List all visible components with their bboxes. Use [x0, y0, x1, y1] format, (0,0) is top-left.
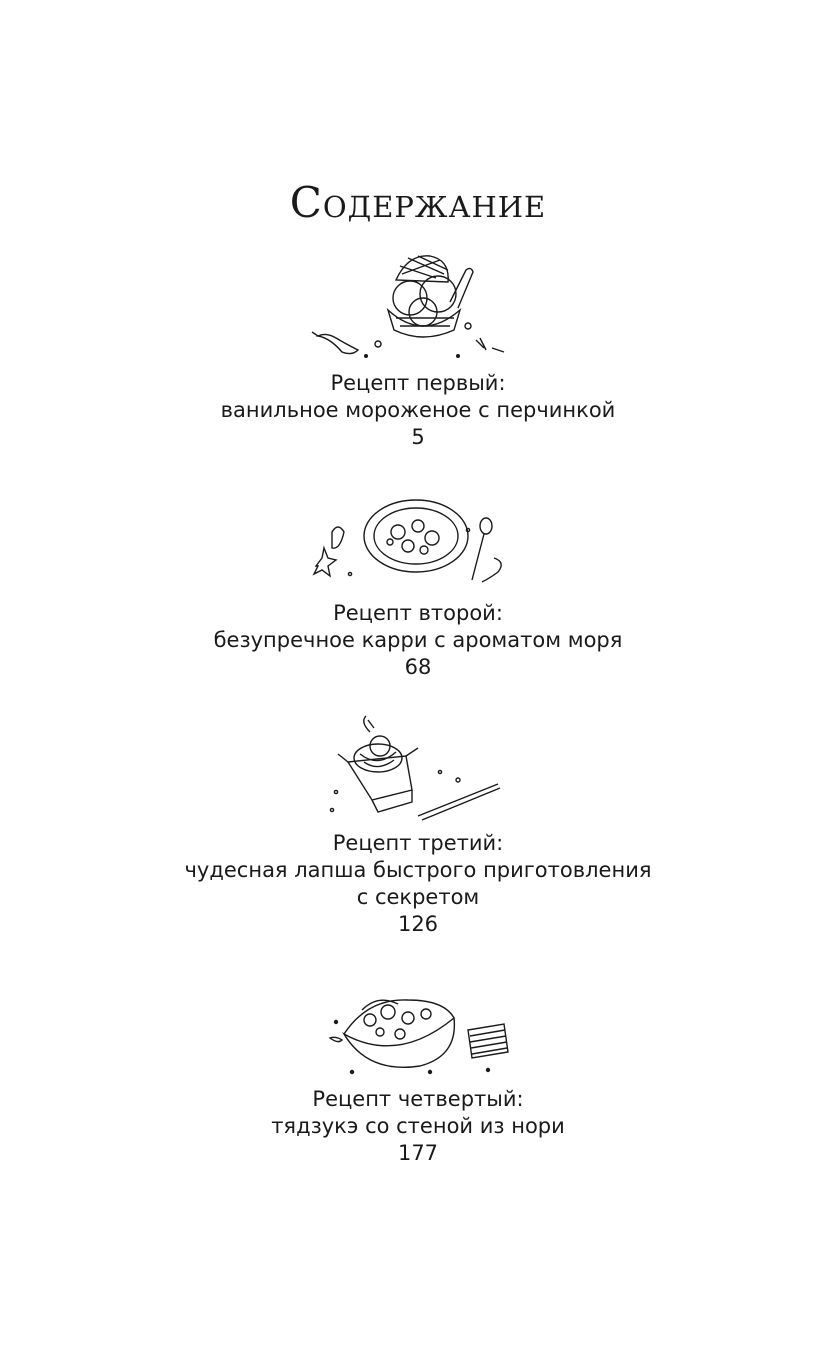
- entry-page-number: 177: [397, 1141, 439, 1165]
- noodle-box-icon: [0, 714, 836, 826]
- curry-plate-icon: [0, 496, 836, 592]
- entry-description-continued: с секретом: [356, 885, 480, 909]
- entry-page-number: 68: [404, 655, 432, 679]
- entry-description: чудесная лапша быстрого приготовления: [184, 858, 652, 882]
- chazuke-bowl-icon: [0, 990, 836, 1078]
- entry-description: ванильное мороженое с перчинкой: [220, 398, 616, 422]
- toc-entry-1[interactable]: [0, 370, 836, 451]
- entry-heading: Рецепт второй:: [333, 601, 503, 625]
- ice-cream-basket-icon: [0, 252, 836, 364]
- entry-page-number: 126: [397, 912, 439, 936]
- entry-heading: Рецепт четвертый:: [312, 1087, 524, 1111]
- entry-heading: Рецепт первый:: [330, 371, 506, 395]
- entry-heading: Рецепт третий:: [332, 831, 504, 855]
- entry-description: безупречное карри с ароматом моря: [213, 628, 623, 652]
- entry-page-number: 5: [411, 425, 425, 449]
- page-title: Содержание: [289, 178, 547, 227]
- entry-description: тядзукэ со стеной из нори: [271, 1114, 565, 1138]
- toc-entry-4[interactable]: [0, 1086, 836, 1167]
- toc-entry-2[interactable]: [0, 600, 836, 681]
- toc-entry-3[interactable]: [0, 830, 836, 938]
